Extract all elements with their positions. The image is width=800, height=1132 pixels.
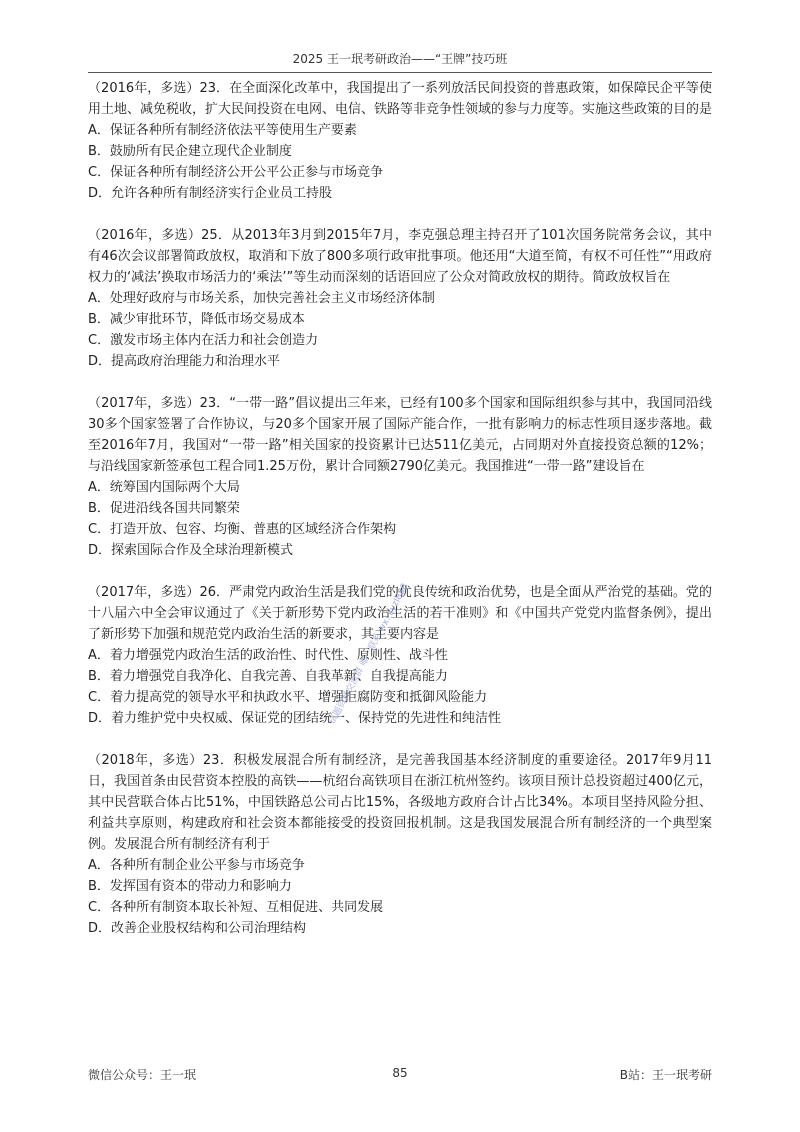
option-c: C．着力提高党的领导水平和执政水平、增强拒腐防变和抵御风险能力 (88, 690, 488, 705)
watermark: 试题资料交流群 唯一联系 wx: kyzl888 (327, 581, 411, 727)
question-block (88, 225, 712, 372)
option-d: D．探索国际合作及全球治理新模式 (88, 543, 294, 558)
option-c: C．保证各种所有制经济公开公平公正参与市场竞争 (88, 165, 384, 180)
option-a: A．各种所有制企业公平参与市场竞争 (88, 858, 305, 873)
option-c: C．激发市场主体内在活力和社会创造力 (88, 333, 319, 348)
question-stem: （2016年，多选）25．从2013年3月到2015年7月，李克强总理主持召开了101次国务院常务会议，其中有46次会议部署简政放权，取消和下放了800多项行政审批事项。他还用“大道至简，有权不可任性”“用政府权力的‘减法’换取市场活力的‘乘法’”等生动而深刻的话语回应了公众对简政放权的期待。简政放权旨在 (88, 228, 712, 285)
question-block (88, 78, 712, 204)
question-list (88, 78, 712, 960)
option-a: A．处理好政府与市场关系，加快完善社会主义市场经济体制 (88, 291, 435, 306)
option-b: B．着力增强党自我净化、自我完善、自我革新、自我提高能力 (88, 669, 448, 684)
option-d: D．着力维护党中央权威、保证党的团结统一、保持党的先进性和纯洁性 (88, 711, 502, 726)
footer-wechat: 微信公众号：王一珉 (88, 1068, 197, 1082)
question-stem: （2017年，多选）26．严肃党内政治生活是我们党的优良传统和政治优势，也是全面从严治党的基础。党的十八届六中全会审议通过了《关于新形势下党内政治生活的若干准则》和《中国共产党党内监督条例》，提出了新形势下加强和规范党内政治生活的新要求，其主要内容是 (88, 585, 712, 642)
page-header (88, 50, 712, 73)
option-b: B．鼓励所有民企建立现代企业制度 (88, 144, 292, 159)
option-b: B．减少审批环节，降低市场交易成本 (88, 312, 305, 327)
option-a: A．统筹国内国际两个大局 (88, 480, 240, 495)
option-d: D．改善企业股权结构和公司治理结构 (88, 921, 307, 936)
option-a: A．着力增强党内政治生活的政治性、时代性、原则性、战斗性 (88, 648, 448, 663)
option-a: A．保证各种所有制经济依法平等使用生产要素 (88, 123, 357, 138)
question-block (88, 393, 712, 561)
option-d: D．允许各种所有制经济实行企业员工持股 (88, 186, 333, 201)
option-c: C．打造开放、包容、均衡、普惠的区域经济合作架构 (88, 522, 397, 537)
option-c: C．各种所有制资本取长补短、互相促进、共同发展 (88, 900, 384, 915)
option-b: B．促进沿线各国共同繁荣 (88, 501, 240, 516)
question-stem: （2018年，多选）23．积极发展混合所有制经济，是完善我国基本经济制度的重要途径。2017年9月11日，我国首条由民营资本控股的高铁——杭绍台高铁项目在浙江杭州签约。该项目预计总投资超过400亿元，其中民营联合体占比51%，中国铁路总公司占比15%，各级地方政府合计占比34%。本项目坚持风险分担、利益共享原则，构建政府和社会资本都能接受的投资回报机制。这是我国发展混合所有制经济的一个典型案例。发展混合所有制经济有利于 (88, 753, 712, 852)
page-number: 85 (392, 1066, 408, 1080)
footer-bilibili: B站：王一珉考研 (619, 1068, 712, 1082)
question-stem: （2017年，多选）23．“一带一路”倡议提出三年来，已经有100多个国家和国际组织参与其中，我国同沿线30多个国家签署了合作协议，与20多个国家开展了国际产能合作，一批有影响力的标志性项目逐步落地。截至2016年7月，我国对“一带一路”相关国家的投资累计已达511亿美元，占同期对外直接投资总额的12%；与沿线国家新签承包工程合同1.25万份，累计合同额2790亿美元。我国推进“一带一路”建设旨在 (88, 396, 712, 474)
option-b: B．发挥国有资本的带动力和影响力 (88, 879, 292, 894)
header-title: 2025 王一珉考研政治——“王牌”技巧班 (292, 52, 508, 66)
option-d: D．提高政府治理能力和治理水平 (88, 354, 281, 369)
question-block (88, 750, 712, 939)
question-stem: （2016年，多选）23．在全面深化改革中，我国提出了一系列放活民间投资的普惠政策，如保障民企平等使用土地、减免税收，扩大民间投资在电网、电信、铁路等非竞争性领域的参与力度等。实施这些政策的目的是 (88, 81, 713, 117)
